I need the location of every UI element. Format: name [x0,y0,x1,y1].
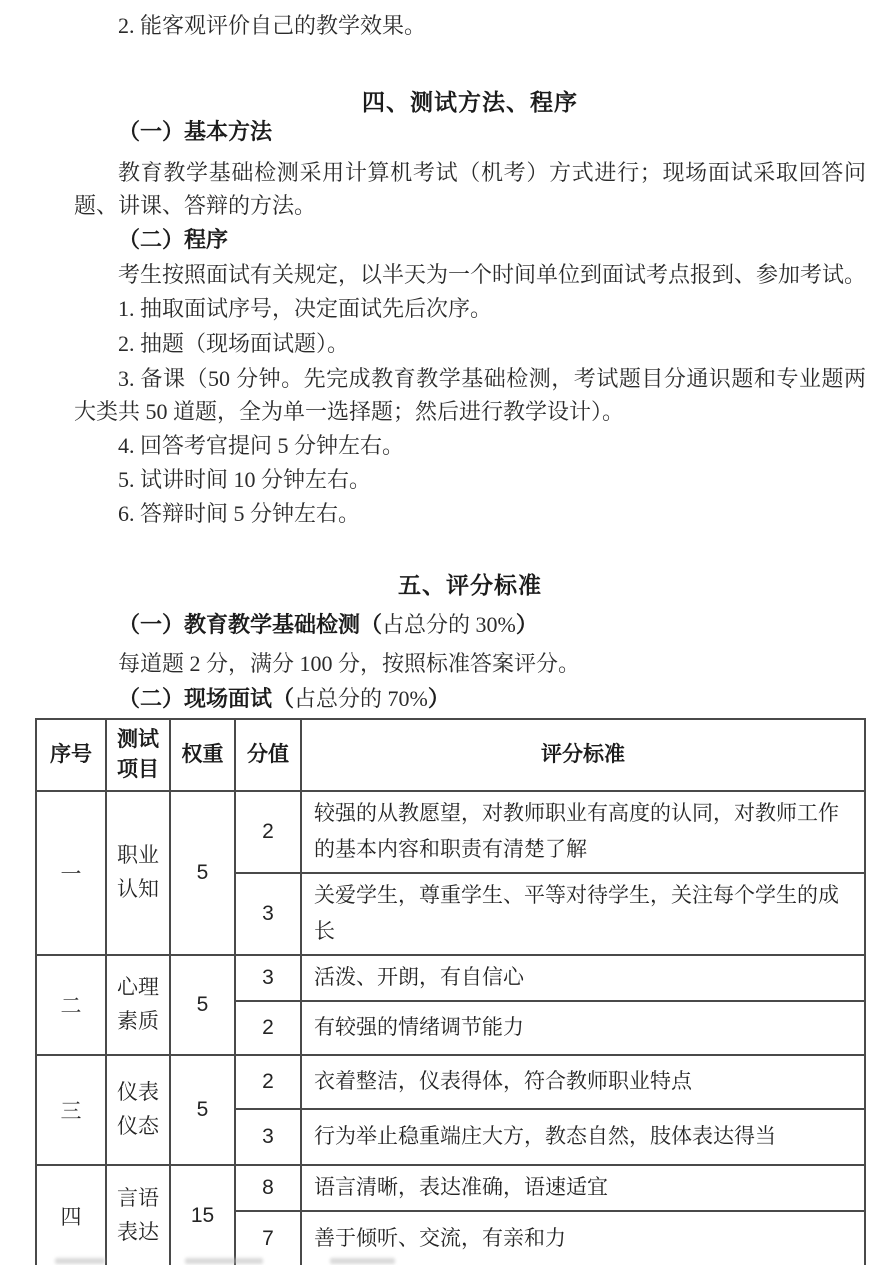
base-test-paren-close: ） [515,612,538,637]
cutoff-text-remnant [330,1258,395,1264]
base-test-heading-bold: （一）教育教学基础检测 [118,612,361,637]
row-number-cell: 一 [36,791,106,955]
table-row [36,1055,865,1109]
score-cell: 3 [235,955,301,1001]
criteria-cell: 衣着整洁，仪表得体，符合教师职业特点 [301,1055,865,1109]
table-row [36,791,865,873]
criteria-cell: 善于倾听、交流，有亲和力 [301,1211,865,1265]
header-cell-item: 测试项目 [106,719,170,791]
carryover-list-item: 2. 能客观评价自己的教学效果。 [118,13,427,38]
basic-method-heading: （一）基本方法 [118,119,273,144]
criteria-cell: 活泼、开朗，有自信心 [301,955,865,1001]
score-cell: 3 [235,1109,301,1165]
weight-cell: 5 [170,1055,235,1165]
procedure-step-2: 2. 抽题（现场面试题）。 [118,331,350,356]
weight-cell: 5 [170,955,235,1055]
criteria-cell: 语言清晰，表达准确，语速适宜 [301,1165,865,1211]
score-cell: 2 [235,1055,301,1109]
base-test-scoring-rule: 每道题 2 分，满分 100 分，按照标准答案评分。 [118,651,581,676]
base-test-paren-open: （ [360,612,383,637]
table-row [36,955,865,1001]
procedure-step-6: 6. 答辩时间 5 分钟左右。 [118,501,361,526]
procedure-heading: （二）程序 [118,227,229,252]
scoring-table [35,718,866,1265]
header-cell-criteria: 评分标准 [301,719,865,791]
score-cell: 8 [235,1165,301,1211]
procedure-step-3: 3. 备课（50 分钟。先完成教育教学基础检测，考试题目分通识题和专业题两大类共 50 道题，全为单一选择题；然后进行教学设计）。 [74,366,866,424]
interview-heading [74,686,866,712]
score-cell: 7 [235,1211,301,1265]
criteria-cell: 关爱学生，尊重学生、平等对待学生，关注每个学生的成长 [301,873,865,955]
weight-cell: 15 [170,1165,235,1265]
criteria-cell: 有较强的情绪调节能力 [301,1001,865,1055]
section-five-title: 五、评分标准 [398,572,542,598]
base-test-heading [74,612,866,638]
score-cell: 2 [235,791,301,873]
header-cell-number: 序号 [36,719,106,791]
header-cell-score: 分值 [235,719,301,791]
procedure-step-5: 5. 试讲时间 10 分钟左右。 [118,467,372,492]
row-number-cell: 二 [36,955,106,1055]
basic-method-paragraph: 教育教学基础检测采用计算机考试（机考）方式进行；现场面试采取回答问题、讲课、答辩的方法。 [74,160,866,218]
criteria-cell: 行为举止稳重端庄大方，教态自然，肢体表达得当 [301,1109,865,1165]
section-four-title: 四、测试方法、程序 [362,89,578,115]
table-header-row [36,719,865,791]
procedure-step-1: 1. 抽取面试序号，决定面试先后次序。 [118,296,493,321]
score-cell: 3 [235,873,301,955]
interview-paren-close: ） [427,686,450,711]
test-item-cell: 心理素质 [106,955,170,1055]
header-cell-weight: 权重 [170,719,235,791]
table-row [36,1165,865,1211]
row-number-cell: 四 [36,1165,106,1265]
test-item-cell: 职业认知 [106,791,170,955]
weight-cell: 5 [170,791,235,955]
procedure-intro: 考生按照面试有关规定，以半天为一个时间单位到面试考点报到、参加考试。 [118,262,867,287]
criteria-cell: 较强的从教愿望，对教师职业有高度的认同，对教师工作的基本内容和职责有清楚了解 [301,791,865,873]
score-cell: 2 [235,1001,301,1055]
interview-heading-bold: （二）现场面试 [118,686,273,711]
cutoff-text-remnant [185,1258,263,1264]
test-item-cell: 仪表仪态 [106,1055,170,1165]
test-item-cell: 言语表达 [106,1165,170,1265]
cutoff-text-remnant [55,1258,105,1264]
procedure-step-4: 4. 回答考官提问 5 分钟左右。 [118,433,405,458]
interview-paren-open: （ [272,686,295,711]
base-test-weight-note: 占总分的 30% [382,612,516,637]
interview-weight-note: 占总分的 70% [294,686,428,711]
row-number-cell: 三 [36,1055,106,1165]
